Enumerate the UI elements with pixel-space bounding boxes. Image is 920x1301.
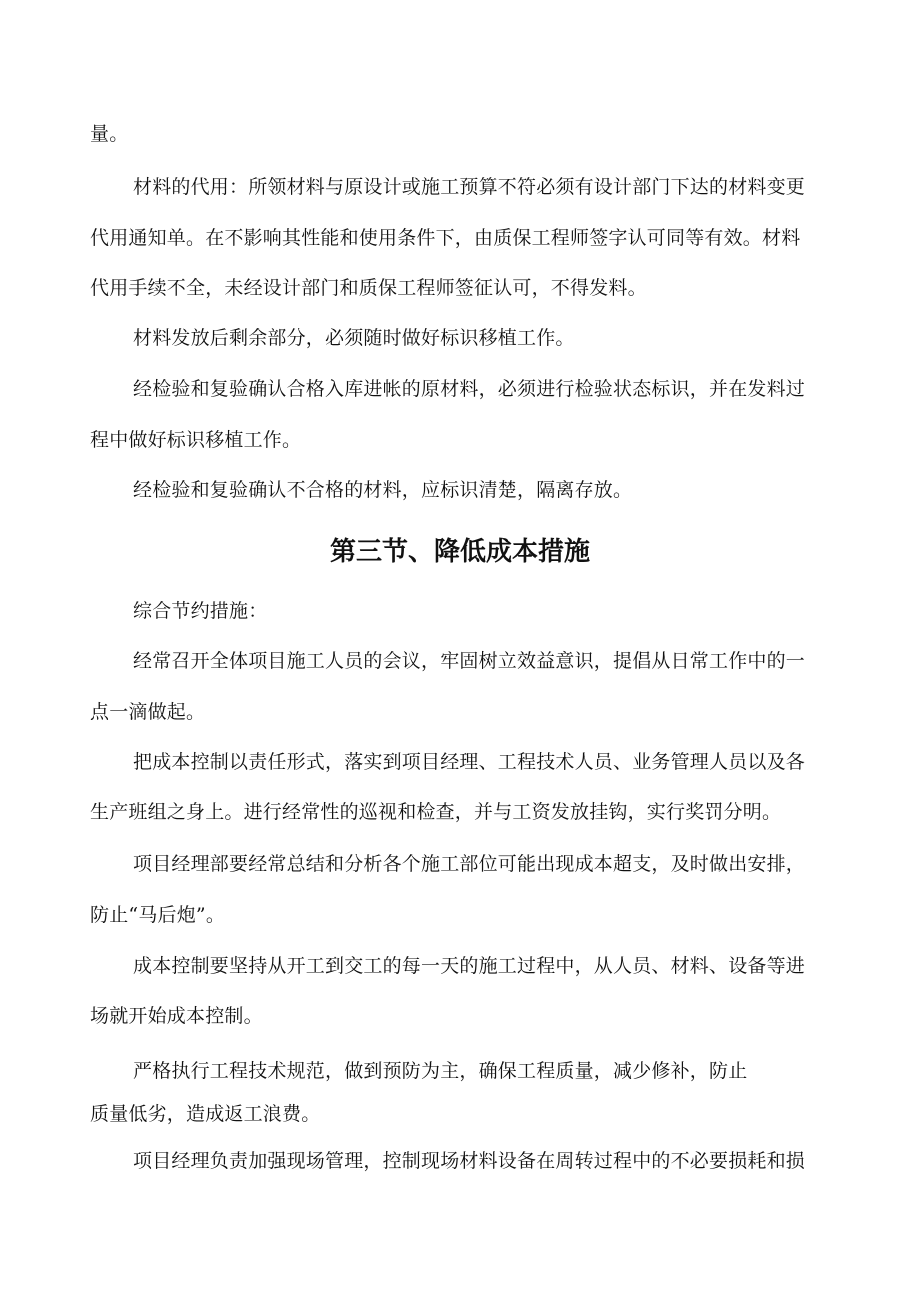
paragraph-line: 质量低劣，造成返工浪费。 <box>90 1103 321 1125</box>
paragraph-line: 代用通知单。在不影响其性能和使用条件下，由质保工程师签字认可同等有效。材料 <box>90 227 801 249</box>
paragraph-line: 材料的代用：所领材料与原设计或施工预算不符必须有设计部门下达的材料变更 <box>133 176 806 198</box>
paragraph-line: 点一滴做起。 <box>90 701 206 723</box>
paragraph-line: 量。 <box>90 123 129 145</box>
paragraph-line: 经常召开全体项目施工人员的会议，牢固树立效益意识，提倡从日常工作中的一 <box>133 650 806 672</box>
paragraph-line: 防止“马后炮”。 <box>90 904 226 926</box>
paragraph-line: 把成本控制以责任形式，落实到项目经理、工程技术人员、业务管理人员以及各 <box>133 751 806 773</box>
paragraph-line: 代用手续不全，未经设计部门和质保工程师签征认可，不得发料。 <box>90 277 647 299</box>
paragraph-line: 严格执行工程技术规范，做到预防为主，确保工程质量，减少修补，防止 <box>133 1060 748 1082</box>
paragraph-line: 综合节约措施： <box>133 600 268 622</box>
paragraph-line: 生产班组之身上。进行经常性的巡视和检查，并与工资发放挂钩，实行奖罚分明。 <box>90 801 782 823</box>
paragraph-line: 项目经理负责加强现场管理，控制现场材料设备在周转过程中的不必要损耗和损 <box>133 1150 806 1172</box>
paragraph-line: 经检验和复验确认不合格的材料，应标识清楚，隔离存放。 <box>133 479 633 501</box>
section-heading: 第三节、降低成本措施 <box>329 537 590 567</box>
paragraph-line: 项目经理部要经常总结和分析各个施工部位可能出现成本超支，及时做出安排， <box>133 853 806 875</box>
paragraph-line: 材料发放后剩余部分，必须随时做好标识移植工作。 <box>133 327 575 349</box>
paragraph-line: 经检验和复验确认合格入库进帐的原材料，必须进行检验状态标识，并在发料过 <box>133 378 806 400</box>
paragraph-line: 场就开始成本控制。 <box>90 1005 263 1027</box>
paragraph-line: 成本控制要坚持从开工到交工的每一天的施工过程中，从人员、材料、设备等进 <box>133 955 806 977</box>
paragraph-line: 程中做好标识移植工作。 <box>90 429 302 451</box>
